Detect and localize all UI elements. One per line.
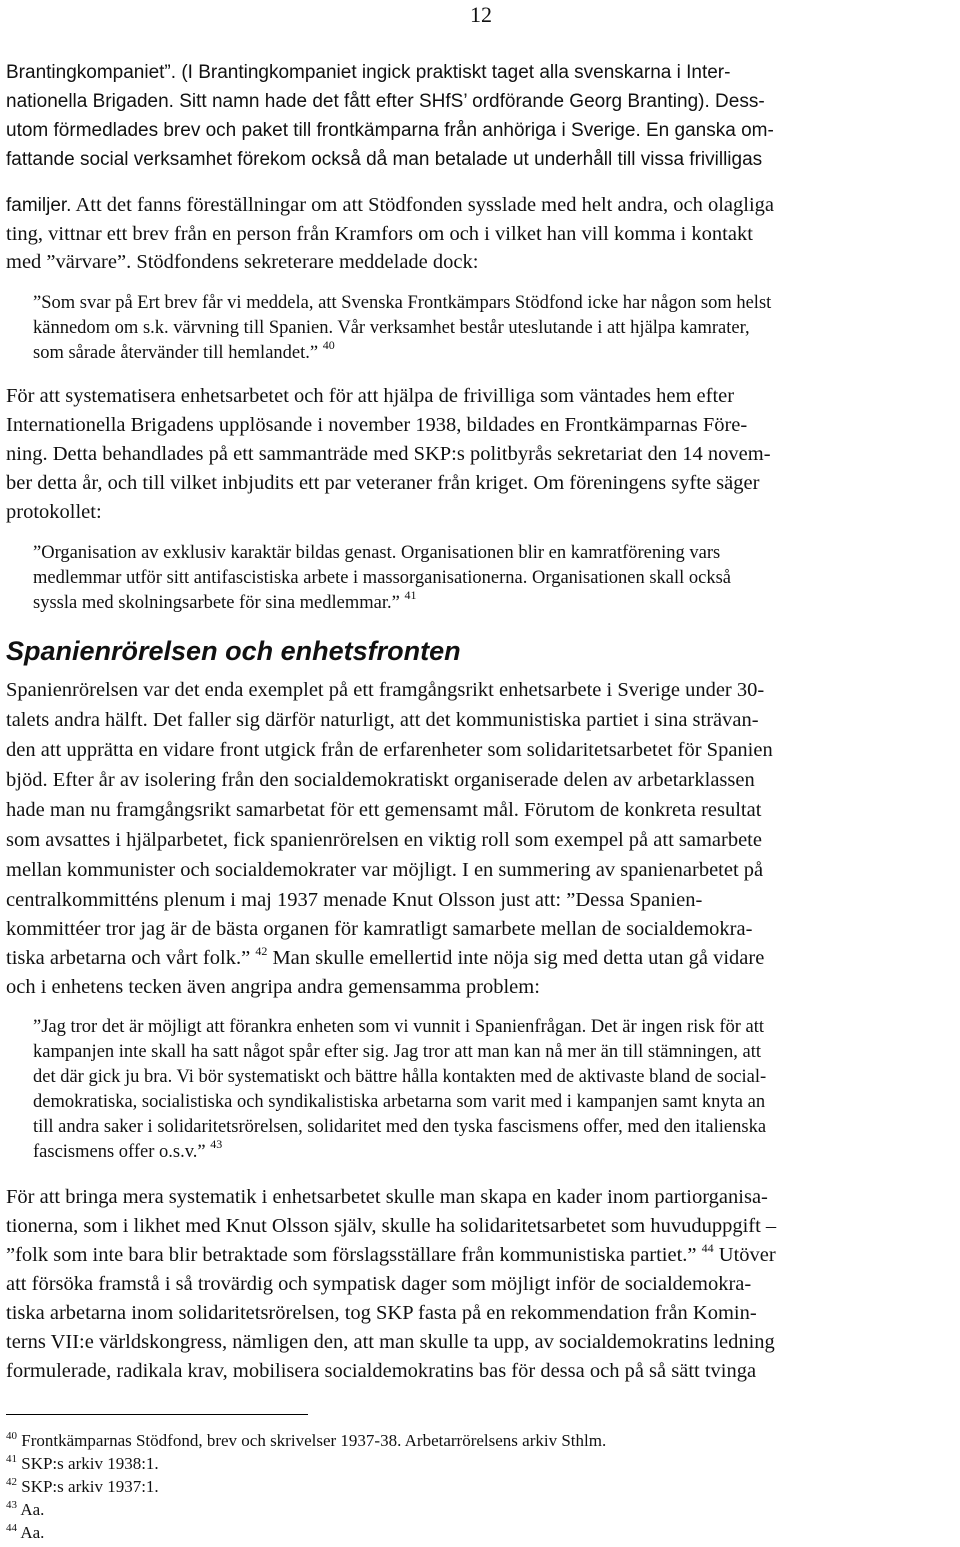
text-line: ber detta år, och till vilket inbjudits ett par veteraner från kriget. Om föreningens syfte säger — [6, 472, 760, 494]
text-line: hade man nu framgångsrikt samarbetat för ett gemensamt mål. Förutom de konkreta resultat — [6, 799, 762, 821]
footnote-text: Aa. — [20, 1523, 45, 1542]
section-heading: Spanienrörelsen och enhetsfronten — [6, 636, 461, 666]
text-line — [6, 191, 774, 220]
text-line: den att upprätta en vidare front utgick från de erfarenheter som solidaritetsarbetet för Spanien — [6, 739, 773, 761]
text-line: bjöd. Efter år av isolering från den socialdemokratiskt organiserade delen av arbetarklassen — [6, 769, 755, 791]
footnote — [6, 1453, 159, 1477]
text-span: tiska arbetarna och vårt folk.” — [6, 947, 251, 969]
footnote — [6, 1430, 606, 1454]
text-line: För att systematisera enhetsarbetet och för att hjälpa de frivilliga som väntades hem efter — [6, 385, 735, 407]
footnote-number: 41 — [6, 1453, 17, 1465]
footnote-ref[interactable]: 41 — [404, 588, 417, 602]
footnote-text: Frontkämparnas Stödfond, brev och skrivelser 1937-38. Arbetarrörelsens arkiv Sthlm. — [21, 1431, 607, 1450]
text-line: tionerna, som i likhet med Knut Olsson själv, skulle ha solidaritetsarbetet som huvuduppgift – — [6, 1215, 777, 1237]
footnote-divider — [6, 1414, 308, 1415]
text-span: ”folk som inte bara blir betraktade som förslagsställare från kommunistiska partiet.” — [6, 1244, 697, 1266]
footnote-number: 40 — [6, 1430, 17, 1442]
quote-line: kännedom om s.k. värvning till Spanien. Vår verksamhet består uteslutande i att hjälpa kamrater, — [33, 318, 750, 338]
text-line: Internationella Brigadens upplösande i november 1938, bildades en Frontkämparnas Före- — [6, 414, 748, 436]
footnote-ref[interactable]: 44 — [701, 1241, 714, 1255]
text-line: fattande social verksamhet förekom också då man betalade ut underhåll till vissa frivilligas — [6, 149, 763, 170]
quote-line: kampanjen inte skall ha satt något spår efter sig. Jag tror att man kan nå mer än till stämningen, att — [33, 1042, 761, 1062]
text-line: För att bringa mera systematik i enhetsarbetet skulle man skapa en kader inom partiorganisa- — [6, 1186, 768, 1208]
text-span: som sårade återvänder till hemlandet.” — [33, 343, 319, 363]
quote-line: ”Som svar på Ert brev får vi meddela, att Svenska Frontkämpars Stödfond icke har någon som helst — [33, 293, 772, 313]
quote-line — [33, 1137, 223, 1166]
text-line: tiska arbetarna inom solidaritetsrörelsen, tog SKP fasta på en rekommendation från Komin- — [6, 1302, 757, 1324]
text-span: Stödfondens sekreterare meddelade dock: — [136, 251, 479, 273]
text-line: kommittéer tror jag är de bästa organen för kamratligt samarbete mellan de socialdemokra- — [6, 918, 753, 940]
quote-line — [33, 338, 335, 367]
text-line: mellan kommunister och socialdemokrater var möjligt. I en summering av spanienarbetet på — [6, 859, 764, 881]
text-line: centralkommitténs plenum i maj 1937 menade Knut Olsson just att: ”Dessa Spanien- — [6, 889, 703, 911]
quote-line: det där gick ju bra. Vi bör systematiskt och bättre hålla kontakten med de aktivaste bland de social- — [33, 1067, 767, 1087]
footnote-ref[interactable]: 40 — [322, 338, 335, 352]
text-line: och i enhetens tecken även angripa andra gemensamma problem: — [6, 976, 540, 998]
quote-line: ”Organisation av exklusiv karaktär bildas genast. Organisationen blir en kamratförening vars — [33, 543, 721, 563]
text-line: formulerade, radikala krav, mobilisera socialdemokratins bas för dessa och på så sätt tvinga — [6, 1360, 757, 1382]
text-line — [6, 248, 478, 277]
text-span: Utöver — [718, 1244, 776, 1266]
text-line: Spanienrörelsen var det enda exemplet på ett framgångsrikt enhetsarbete i Sverige under 30- — [6, 679, 765, 701]
quote-line: medlemmar utför sitt antifascistiska arbete i massorganisationerna. Organisationen skall också — [33, 568, 732, 588]
footnote-number: 42 — [6, 1476, 17, 1488]
text-span: Man skulle emellertid inte nöja sig med detta utan gå vidare — [272, 947, 765, 969]
footnote-text: SKP:s arkiv 1938:1. — [21, 1454, 159, 1473]
text-span: Att det fanns föreställningar om att Stödfonden sysslade med helt andra, och olagliga — [75, 194, 775, 216]
quote-line: ”Jag tror det är möjligt att förankra enheten som vi vunnit i Spanienfrågan. Det är ingen risk för att — [33, 1017, 765, 1037]
text-line — [6, 944, 764, 975]
footnote — [6, 1476, 159, 1500]
text-line — [6, 1241, 776, 1272]
footnote-number: 44 — [6, 1522, 17, 1534]
text-line: att försöka framstå i så trovärdig och sympatisk dager som möjligt inför de socialdemokra- — [6, 1273, 752, 1295]
footnote-text: SKP:s arkiv 1937:1. — [21, 1477, 159, 1496]
footnote-text: Aa. — [20, 1500, 45, 1519]
text-span: syssla med skolningsarbete för sina medlemmar.” — [33, 593, 400, 613]
text-line: utom förmedlades brev och paket till frontkämparna från anhöriga i Sverige. En ganska om- — [6, 120, 774, 141]
text-line: protokollet: — [6, 501, 102, 523]
footnote-ref[interactable]: 42 — [255, 944, 268, 958]
text-span: familjer. — [6, 195, 72, 216]
footnote-number: 43 — [6, 1499, 17, 1511]
quote-line: till andra saker i solidaritetsrörelsen, solidaritet med den tyska fascismens offer, med den italienska — [33, 1117, 767, 1137]
text-line: ning. Detta behandlades på ett sammanträde med SKP:s politbyrås sekretariat den 14 novem- — [6, 443, 771, 465]
page-number: 12 — [470, 2, 492, 27]
text-line: Brantingkompaniet”. (I Brantingkompaniet ingick praktiskt taget alla svenskarna i Inter- — [6, 62, 731, 83]
text-line: som avsattes i hjälparbetet, fick spanienrörelsen en viktig roll som exempel på att samarbete — [6, 829, 762, 851]
footnote-ref[interactable]: 43 — [210, 1137, 223, 1151]
footnote — [6, 1499, 44, 1523]
text-line: ting, vittnar ett brev från en person från Kramfors om och i vilket han vill komma i kontakt — [6, 223, 753, 245]
text-span: fascismens offer o.s.v.” — [33, 1142, 206, 1162]
footnote — [6, 1522, 44, 1546]
quote-line — [33, 588, 417, 617]
quote-line: demokratiska, socialistiska och syndikalistiska arbetarna som varit med i kampanjen samt knyta an — [33, 1092, 766, 1112]
text-line: terns VII:e världskongress, nämligen den, att man skulle ta upp, av socialdemokratins ledning — [6, 1331, 775, 1353]
text-span: med ”värvare”. — [6, 251, 132, 273]
text-line: nationella Brigaden. Sitt namn hade det fått efter SHfS’ ordförande Georg Branting). Dess- — [6, 91, 765, 112]
text-line: talets andra hälft. Det faller sig därför naturligt, att det kommunistiska partiet i sina strävan- — [6, 709, 759, 731]
